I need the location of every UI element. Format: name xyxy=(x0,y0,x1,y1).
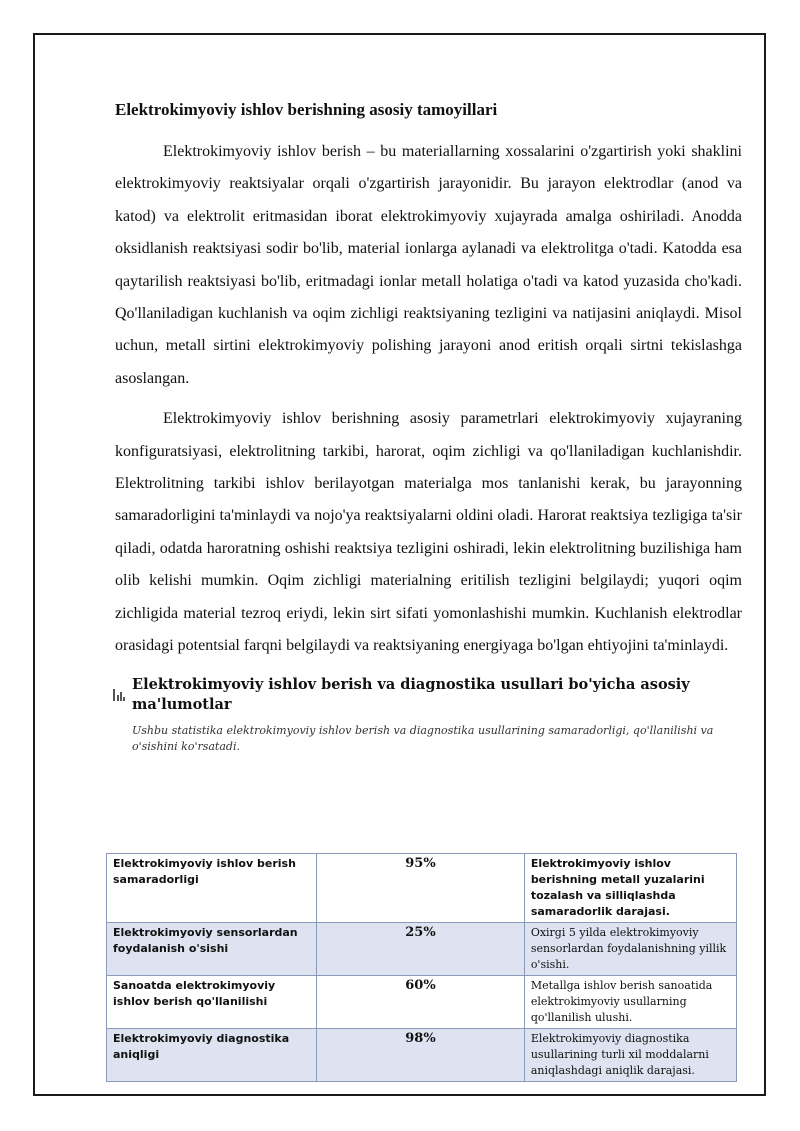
row-label: Elektrokimyoviy sensorlardan foydalanish o'sishi xyxy=(107,923,317,976)
table-row xyxy=(107,923,737,976)
row-label: Elektrokimyoviy ishlov berish samaradorligi xyxy=(107,854,317,923)
row-note: Metallga ishlov berish sanoatida elektrokimyoviy usullarning qo'llanilish ulushi. xyxy=(524,976,736,1029)
bar-chart-icon xyxy=(113,689,124,701)
section-heading: Elektrokimyoviy ishlov berishning asosiy tamoyillari xyxy=(115,100,498,119)
document-body xyxy=(115,98,742,761)
stats-table xyxy=(106,853,737,1082)
row-value: 95% xyxy=(317,854,525,923)
row-note: Elektrokimyoviy ishlov berishning metall yuzalarini tozalash va silliqlashda samaradorlik darajasi. xyxy=(524,854,736,923)
stats-title xyxy=(113,675,742,715)
row-label: Elektrokimyoviy diagnostika aniqligi xyxy=(107,1029,317,1082)
stats-subtitle: Ushbu statistika elektrokimyoviy ishlov berish va diagnostika usullarining samaradorligi, qo'llanilishi va o'sishini ko'rsatadi. xyxy=(132,723,714,753)
table-row xyxy=(107,1029,737,1082)
stats-title-text: Elektrokimyoviy ishlov berish va diagnostika usullari bo'yicha asosiy ma'lumotlar xyxy=(132,675,690,713)
row-value: 60% xyxy=(317,976,525,1029)
row-note: Elektrokimyoviy diagnostika usullarining turli xil moddalarni aniqlashdagi aniqlik darajasi. xyxy=(524,1029,736,1082)
row-value: 25% xyxy=(317,923,525,976)
row-label: Sanoatda elektrokimyoviy ishlov berish qo'llanilishi xyxy=(107,976,317,1029)
paragraph-1: Elektrokimyoviy ishlov berish – bu materiallarning xossalarini o'zgartirish yoki shaklini elektrokimyoviy reaktsiyalar orqali o'zgartirish jarayonidir. Bu jarayon elektrodlar (anod va katod) va elektrolit eritmasidan iborat elektrokimyoviy xujayrada amalga oshiriladi. Anodda oksidlanish reaktsiyasi sodir bo'lib, material ionlarga aylanadi va elektrolitga o'tadi. Katodda esa qaytarilish reaktsiyasi bo'lib, eritmadagi ionlar metall holatiga o'tadi va katod yuzasida cho'kadi. Qo'llaniladigan kuchlanish va oqim zichligi reaktsiyaning tezligini va natijasini aniqlaydi. Misol uchun, metall sirtini elektrokimyoviy polishing jarayoni anod eritish orqali sirtni tekislashga asoslangan. xyxy=(115,143,742,387)
paragraph-2: Elektrokimyoviy ishlov berishning asosiy parametrlari elektrokimyoviy xujayraning konfiguratsiyasi, elektrolitning tarkibi, harorat, oqim zichligi va qo'llaniladigan kuchlanishdir. Elektrolitning tarkibi ishlov berilayotgan materialga mos tanlanishi kerak, bu jarayonning samaradorligini ta'minlaydi va nojo'ya reaktsiyalarni oldini oladi. Harorat reaktsiya tezligiga ta'sir qiladi, odatda haroratning oshishi reaktsiya tezligini oshiradi, lekin elektrolitning buzilishiga ham olib kelishi mumkin. Oqim zichligi materialning eritilish tezligini belgilaydi; yuqori oqim zichligida material tezroq eriydi, lekin sirt sifati yomonlashishi mumkin. Kuchlanish elektrodlar orasidagi potentsial farqni belgilaydi va reaktsiyaning energiyaga bo'lgan ehtiyojini ta'minlaydi. xyxy=(115,410,742,655)
row-note: Oxirgi 5 yilda elektrokimyoviy sensorlardan foydalanishning yillik o'sishi. xyxy=(524,923,736,976)
table-row xyxy=(107,854,737,923)
table-row xyxy=(107,976,737,1029)
row-value: 98% xyxy=(317,1029,525,1082)
